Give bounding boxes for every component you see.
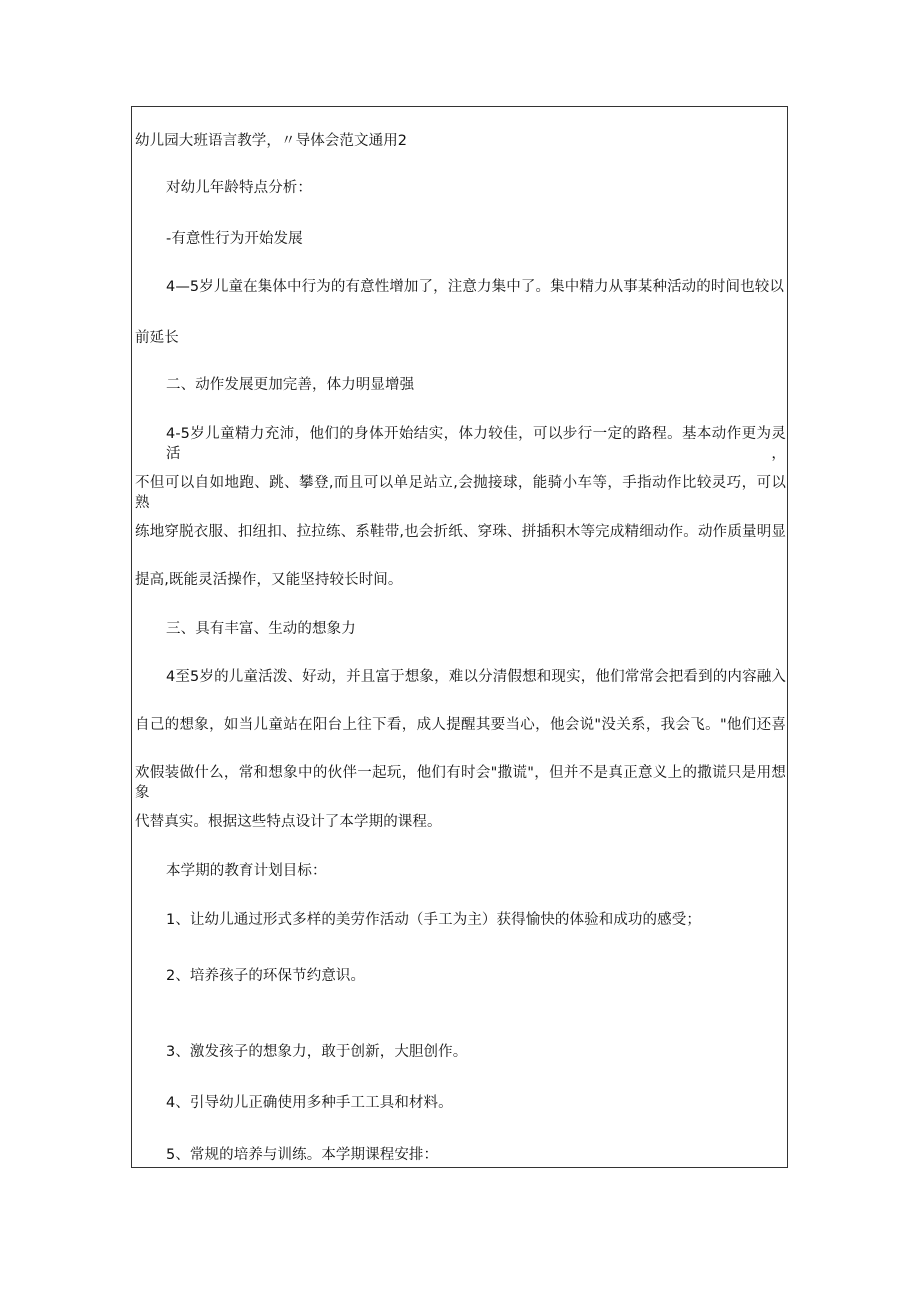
list-item: 2、培养孩子的环保节约意识。 <box>166 968 366 984</box>
paragraph-line: 提高,既能灵活操作，又能坚持较长时间。 <box>135 572 403 588</box>
paragraph-line: 代替真实。根据这些特点设计了本学期的课程。 <box>135 814 442 830</box>
paragraph-line: -有意性行为开始发展 <box>166 231 303 247</box>
paragraph-line: 前延长 <box>135 330 179 346</box>
paragraph-line: 练地穿脱衣服、扣纽扣、拉拉练、系鞋带,也会折纸、穿珠、拼插积木等完成精细动作。动作质量明显 <box>135 524 786 540</box>
list-item: 1、让幼儿通过形式多样的美劳作活动（手工为主）获得愉快的体验和成功的感受； <box>166 912 701 928</box>
doc-title: 幼儿园大班语言教学，〃导体会范文通用2 <box>135 133 408 149</box>
paragraph-line: 欢假装做什么，常和想象中的伙伴一起玩，他们有时会"撒谎"，但并不是真正意义上的撒谎只是用想象 <box>135 765 786 801</box>
section-heading: 三、具有丰富、生动的想象力 <box>166 621 356 637</box>
paragraph-line: 4-5岁儿童精力充沛，他们的身体开始结实，体力较佳，可以步行一定的路程。基本动作更为灵活， <box>166 426 786 462</box>
paragraph-line: 对幼儿年龄特点分析： <box>166 180 312 196</box>
section-heading: 二、动作发展更加完善，体力明显增强 <box>166 377 415 393</box>
list-item: 3、激发孩子的想象力，敢于创新，大胆创作。 <box>166 1044 468 1060</box>
paragraph-line: 4至5岁的儿童活泼、好动，并且富于想象，难以分清假想和现实，他们常常会把看到的内容融入 <box>166 669 786 685</box>
paragraph-line: 不但可以自如地跑、跳、攀登,而且可以单足站立,会抛接球，能骑小车等，手指动作比较灵巧，可以熟 <box>135 475 786 511</box>
section-heading: 本学期的教育计划目标： <box>166 863 327 879</box>
document-frame <box>131 106 788 1168</box>
paragraph-line: 自己的想象，如当儿童站在阳台上往下看，成人提醒其要当心，他会说"没关系，我会飞。"他们还喜 <box>135 717 786 733</box>
list-item: 4、引导幼儿正确使用多种手工工具和材料。 <box>166 1095 453 1111</box>
list-item: 5、常规的培养与训练。本学期课程安排： <box>166 1147 439 1163</box>
paragraph-line: 4—5岁儿童在集体中行为的有意性增加了，注意力集中了。集中精力从事某种活动的时间也较以 <box>166 279 784 295</box>
